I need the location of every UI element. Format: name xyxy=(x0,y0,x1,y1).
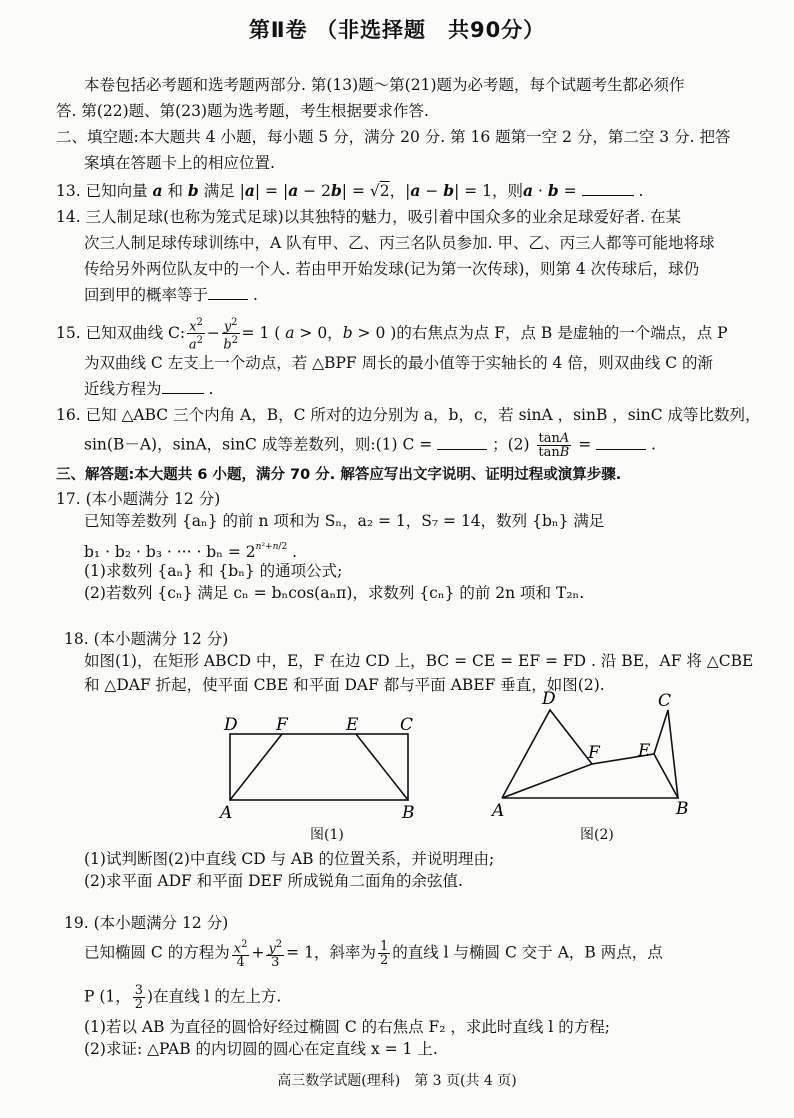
question-15-line-2: 为双曲线 C 左支上一个动点，若 △BPF 周长的最小值等于实轴长的 4 倍，则双曲线 C 的渐 xyxy=(84,354,713,372)
question-19-line-1: 已知椭圆 C 的方程为 $\frac{x^2}{4}$ + $\frac{y^2}{3}$ = 1，斜率为 $\frac{1}{2}$ 的直线 l 与椭圆 C 交于 A，B 两点，点 xyxy=(84,939,663,971)
fig1-label-c: C xyxy=(400,715,414,735)
fig2-label-c: C xyxy=(658,691,672,711)
section-title: 第Ⅱ卷 （非选择题 共90分） xyxy=(248,18,546,42)
figure-2-caption: 图(2) xyxy=(580,827,614,843)
section2-line-2: 案填在答题卡上的相应位置. xyxy=(84,154,275,172)
question-18-part-2: (2)求平面 ADF 和平面 DEF 所成锐角二面角的余弦值. xyxy=(84,872,463,890)
fig1-label-a: A xyxy=(220,803,233,823)
fig2-label-a: A xyxy=(492,801,505,821)
question-19-line-2: P (1， $\frac{3}{2}$ )在直线 l 的左上方. xyxy=(84,983,282,1012)
section2-line-1: 二、填空题:本大题共 4 小题，每小题 5 分，满分 20 分. 第 16 题第一空 2 分，第二空 3 分. 把答 xyxy=(56,128,731,146)
fig2-label-b: B xyxy=(676,799,689,819)
fig1-label-b: B xyxy=(402,803,415,823)
fig1-label-e: E xyxy=(346,715,359,735)
figure-2-folded xyxy=(488,688,708,824)
figure-1-rectangle xyxy=(210,706,430,824)
question-14-line-1: 14. 三人制足球(也称为笼式足球)以其独特的魅力，吸引着中国众多的业余足球爱好者. 在某 xyxy=(56,208,682,226)
question-17-heading: 17. (本小题满分 12 分) xyxy=(56,490,221,508)
question-17-line-1: 已知等差数列 {aₙ} 的前 n 项和为 Sₙ，a₂ = 1，S₇ = 14，数列 {bₙ} 满足 xyxy=(84,512,605,530)
question-19-heading: 19. (本小题满分 12 分) xyxy=(64,914,229,932)
fig2-label-d: D xyxy=(542,689,556,709)
question-16-line-1: 16. 已知 △ABC 三个内角 A，B，C 所对的边分别为 a，b，c，若 sinA ，sinB ，sinC 成等比数列， xyxy=(56,406,761,424)
fig2-label-e: E xyxy=(638,741,651,761)
question-18-part-1: (1)试判断图(2)中直线 CD 与 AB 的位置关系，并说明理由; xyxy=(84,850,495,868)
question-17-part-2: (2)若数列 {cₙ} 满足 cₙ = bₙcos(aₙπ)，求数列 {cₙ} 的前 2n 项和 T₂ₙ. xyxy=(84,584,585,602)
question-14-line-4: 回到甲的概率等于 . xyxy=(84,286,258,304)
intro-line-2: 答. 第(22)题、第(23)题为选考题，考生根据要求作答. xyxy=(56,102,429,120)
question-15-line-3: 近线方程为 . xyxy=(84,380,214,398)
question-18-line-1: 如图(1)，在矩形 ABCD 中，E，F 在边 CD 上，BC = CE = EF = FD . 沿 BE，AF 将 △CBE xyxy=(84,652,754,670)
question-14-line-2: 次三人制足球传球训练中，A 队有甲、乙、丙三名队员参加. 甲、乙、丙三人都等可能地将球 xyxy=(84,234,715,252)
intro-line-1: 本卷包括必考题和选考题两部分. 第(13)题～第(21)题为必考题，每个试题考生都必须作 xyxy=(84,76,685,94)
section3-heading: 三、解答题:本大题共 6 小题，满分 70 分. 解答应写出文字说明、证明过程或演算步骤. xyxy=(56,467,622,483)
question-17-part-1: (1)求数列 {aₙ} 和 {bₙ} 的通项公式; xyxy=(84,562,343,580)
fig2-label-f: F xyxy=(588,743,600,763)
question-15-line-1: 15. 已知双曲线 C: $\frac{x^2}{a^2}$ − $\frac{y^2}{b^2}$ = 1 ( a > 0，b > 0 )的右焦点为点 F，点 B 是虚轴的一个端点，点 P xyxy=(56,317,728,353)
fig1-label-f: F xyxy=(276,715,288,735)
page-footer: 高三数学试题(理科) 第 3 页(共 4 页) xyxy=(277,1073,517,1089)
question-18-line-2: 和 △DAF 折起，使平面 CBE 和平面 DAF 都与平面 ABEF 垂直，如图(2). xyxy=(84,676,605,694)
question-19-part-2: (2)求证: △PAB 的内切圆的圆心在定直线 x = 1 上. xyxy=(84,1040,438,1058)
question-19-part-1: (1)若以 AB 为直径的圆恰好经过椭圆 C 的右焦点 F₂ ，求此时直线 l 的方程; xyxy=(84,1018,610,1036)
question-14-line-3: 传给另外两位队友中的一个人. 若由甲开始发球(记为第一次传球)，则第 4 次传球后，球仍 xyxy=(84,260,700,278)
question-16-line-2: sin(B－A)，sinA，sinC 成等差数列，则:(1) C = ；(2) $\frac{\tan A}{\tan B}$ = . xyxy=(84,431,656,460)
fig1-label-d: D xyxy=(224,715,238,735)
question-13: 13. 已知向量 a 和 b 满足 |a| = |a − 2b| = √2，|a − b| = 1，则a · b = . xyxy=(56,181,644,200)
figure-1-caption: 图(1) xyxy=(310,827,344,843)
question-18-heading: 18. (本小题满分 12 分) xyxy=(64,630,229,648)
question-17-line-2: b₁ · b₂ · b₃ · ··· · $b_n = 2^{n^2+n/2}$ . xyxy=(84,542,298,561)
